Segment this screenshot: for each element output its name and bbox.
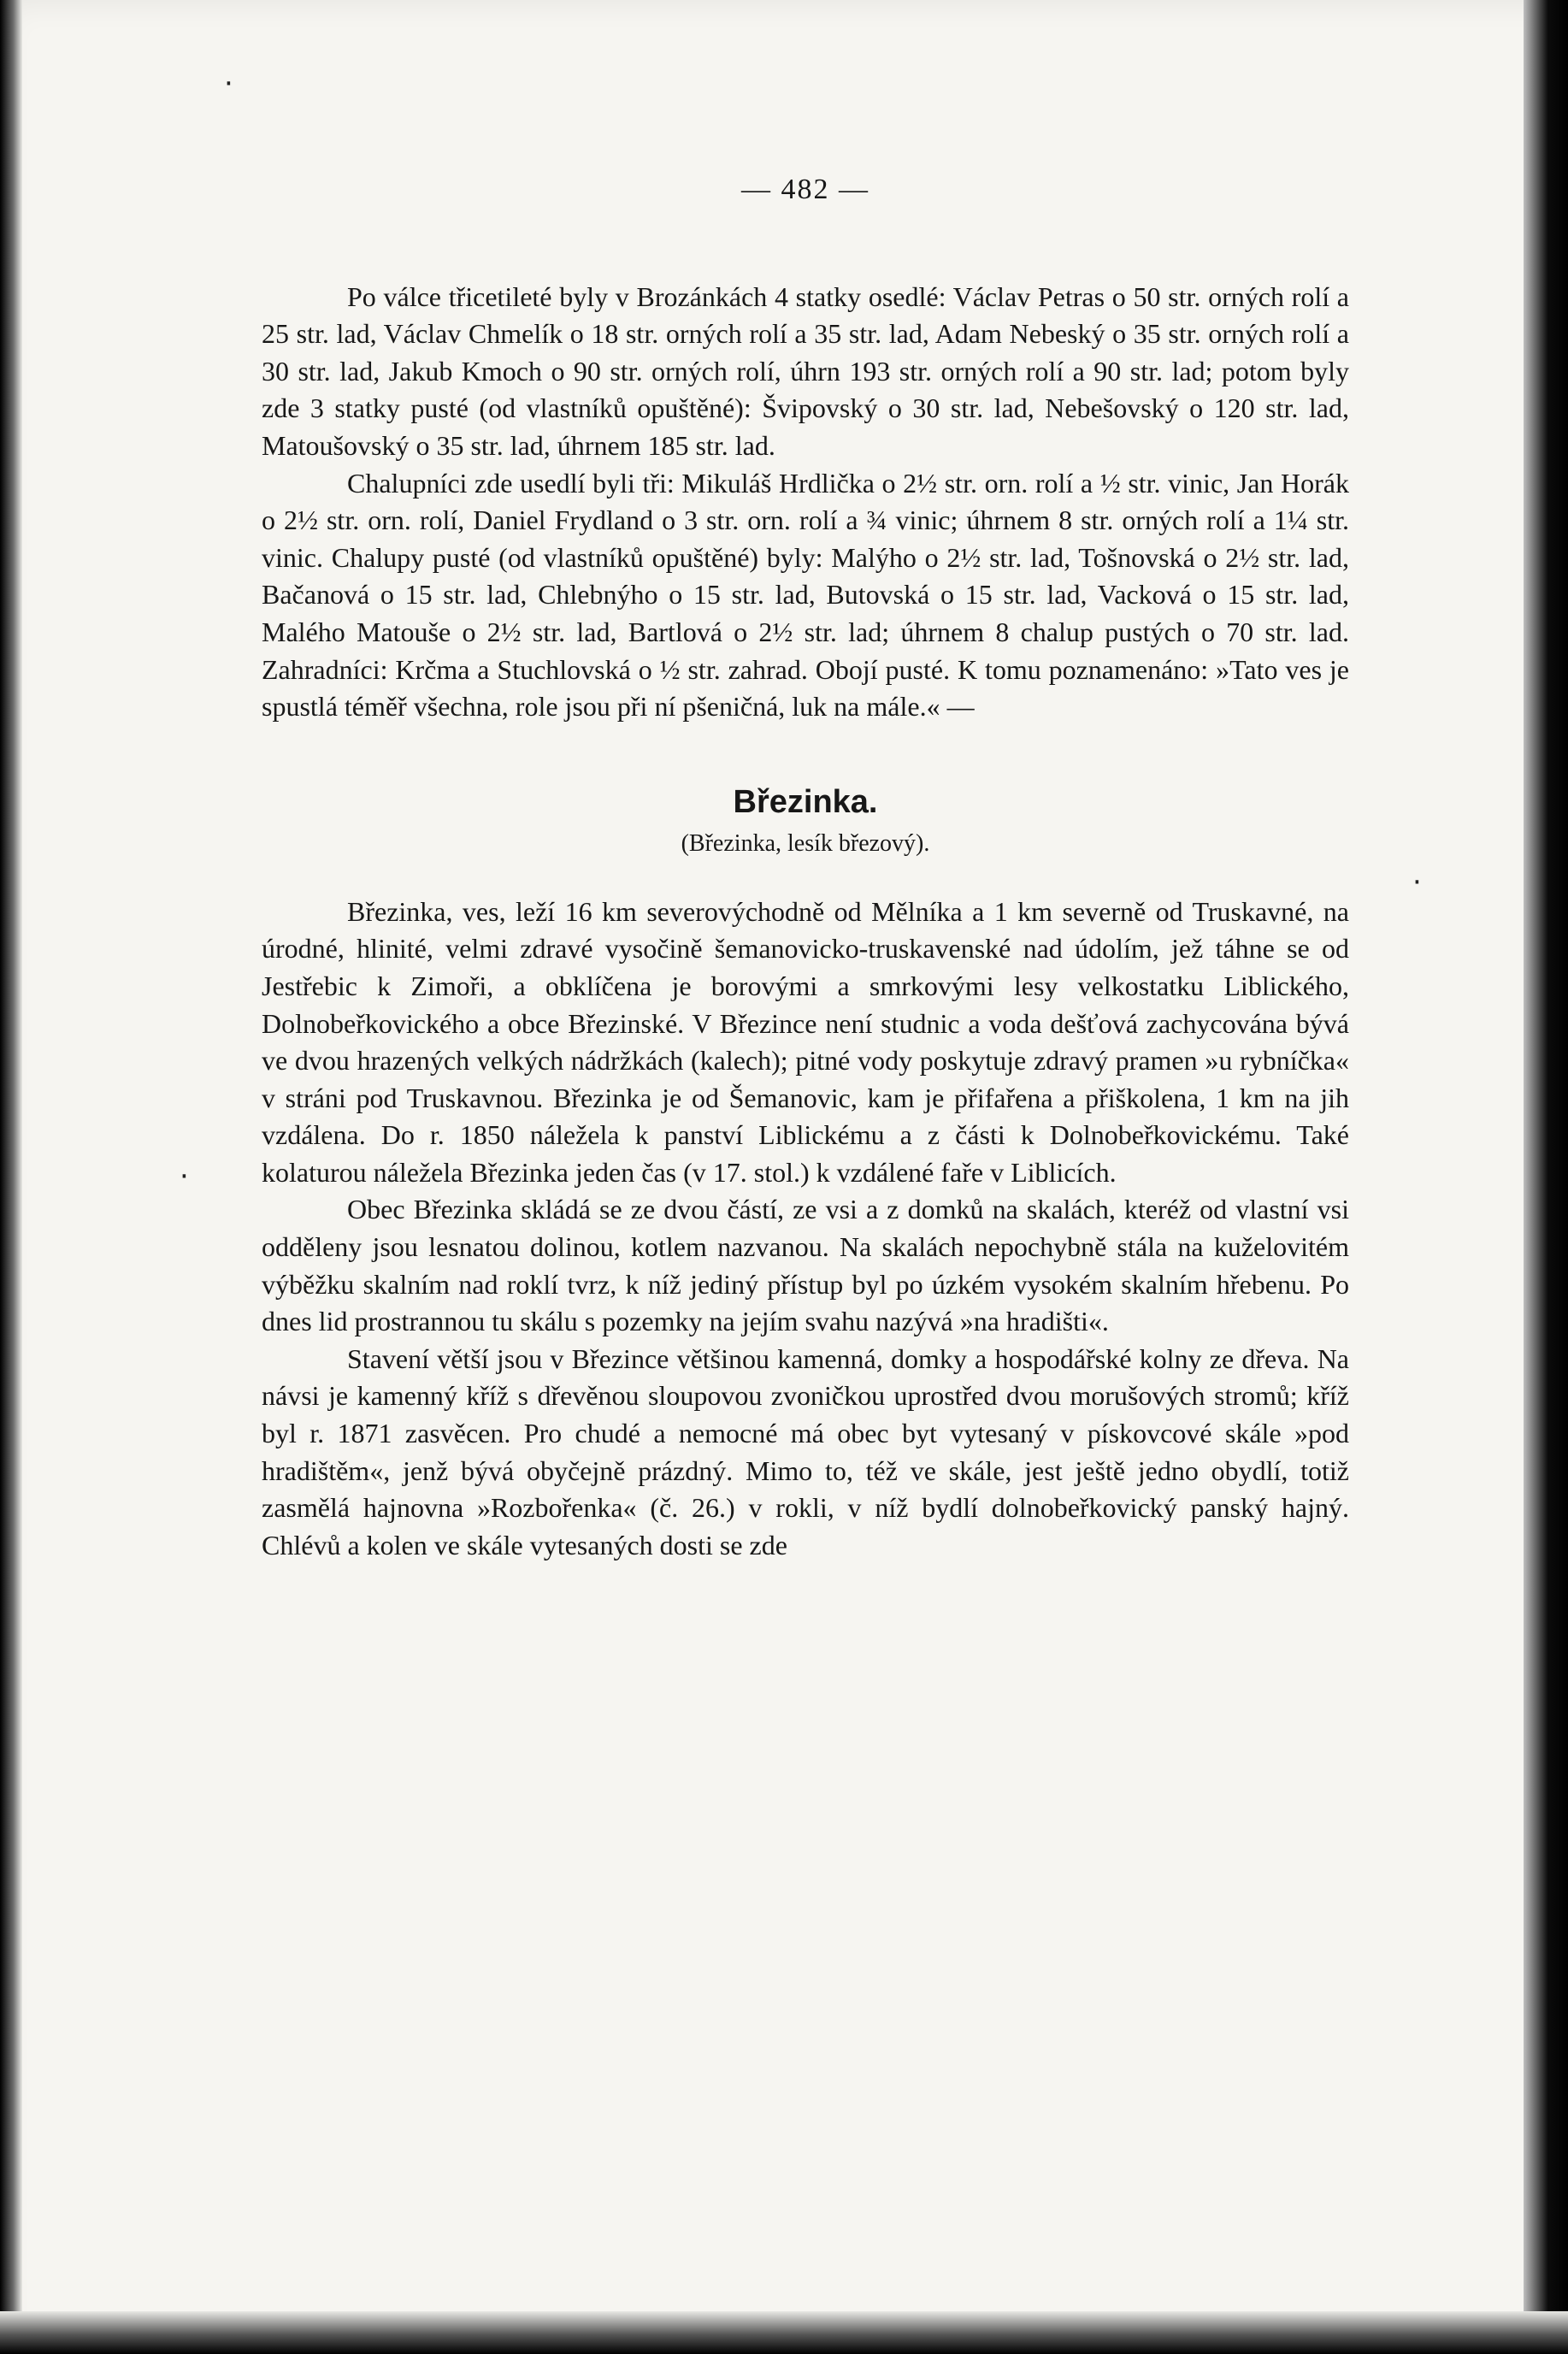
paragraph-chalupnici: Chalupníci zde usedlí byli tři: Mikuláš Hrdlička o 2½ str. orn. rolí a ½ str. vinic, Jan Horák o 2½ str. orn. rolí, Daniel Frydland o 3 str. orn. rolí a ¾ vinic; úhrnem 8 str. orných rolí a 1¼ str. vinic. Chalupy pusté (od vlastníků opuštěné) byly: Malýho o 2½ str. lad, Tošnovská o 2½ str. lad, Bačanová o 15 str. lad, Chlebnýho o 15 str. lad, Butovská o 15 str. lad, Vacková o 15 str. lad, Malého Matouše o 2½ str. lad, Bartlová o 2½ str. lad; úhrnem 8 chalup pustých o 70 str. lad. Zahradníci: Krčma a Stuchlovská o ½ str. zahrad. Obojí pusté. K tomu poznamenáno: »Tato ves je spustlá téměř všechna, role jsou při ní pšeničná, luk na mále.« — bbox=[262, 467, 1349, 723]
margin-speck: · bbox=[1412, 865, 1422, 900]
paragraph-brezinka-location: Březinka, ves, leží 16 km severovýchodně od Mělníka a 1 km severně od Truskavné, na úrodné, hlinité, velmi zdravé vysočině šemanovicko-truskavenské nad údolím, jež táhne se od Jestřebic k Zimoři, a obklíčena je borovými a smrkovými lesy velkostatku Liblického, Dolnobeřkovického a obce Březinské. V Březince není studnic a voda dešťová zachycována bývá ve dvou hrazených velkých nádržkách (kalech); pitné vody poskytuje zdravý pramen »u rybníčka« v stráni pod Truskavnou. Březinka je od Šemanovic, kam je přifařena a přiškolena, 1 km na jih vzdálena. Do r. 1850 náležela k panství Liblickému a z části k Dolnobeřkovickému. Také kolaturou náležela Březinka jeden čas (v 17. stol.) k vzdálené faře v Liblicích. bbox=[262, 895, 1349, 1188]
section-subtitle: (Březinka, lesík březový). bbox=[681, 829, 930, 857]
paragraph-brozanky-statky: Po válce třicetileté byly v Brozánkách 4 statky osedlé: Václav Petras o 50 str. orných rolí a 25 str. lad, Václav Chmelík o 18 str. orných rolí a 35 str. lad, Adam Nebeský o 35 str. orných rolí a 30 str. lad, Jakub Kmoch o 90 str. orných rolí, úhrn 193 str. orných rolí a 90 str. lad; potom byly zde 3 statky pusté (od vlastníků opuštěné): Švipovský o 30 str. lad, Nebešovský o 120 str. lad, Matoušovský o 35 str. lad, úhrnem 185 str. lad. bbox=[262, 280, 1349, 461]
scan-edge-bottom bbox=[0, 2311, 1568, 2354]
paragraph-obec-skalach: Obec Březinka skládá se ze dvou částí, ze vsi a z domků na skalách, kteréž od vlastní vsi odděleny jsou lesnatou dolinou, kotlem nazvanou. Na skalách nepochybně stála na kuželovitém výběžku skalním nad roklí tvrz, k níž jediný přístup byl po úzkém vysokém skalním hřebenu. Po dnes lid prostrannou tu skálu s pozemky na jejím svahu nazývá »na hradišti«. bbox=[262, 1194, 1349, 1337]
page-number: — 482 — bbox=[741, 174, 869, 205]
page-content bbox=[262, 171, 1349, 1564]
scan-speck: · bbox=[224, 67, 233, 101]
section-title: Březinka. bbox=[733, 783, 878, 820]
margin-speck: · bbox=[180, 1159, 189, 1194]
scan-edge-right bbox=[1524, 0, 1568, 2354]
scan-edge-left bbox=[0, 0, 22, 2354]
paragraph-staveni: Stavení větší jsou v Březince většinou kamenná, domky a hospodářské kolny ze dřeva. Na návsi je kamenný kříž s dřevěnou sloupovou zvoničkou uprostřed dvou morušových stromů; kříž byl r. 1871 zasvěcen. Pro chudé a nemocné má obec byt vytesaný v pískovcové skále »pod hradištěm«, jenž bývá obyčejně prázdný. Mimo to, též ve skále, jest ještě jedno obydlí, totiž zasmělá hajnovna »Rozbořenka« (č. 26.) v rokli, v níž bydlí dolnobeřkovický panský hajný. Chlévů a kolen ve skále vytesaných dosti se zde bbox=[262, 1342, 1349, 1560]
